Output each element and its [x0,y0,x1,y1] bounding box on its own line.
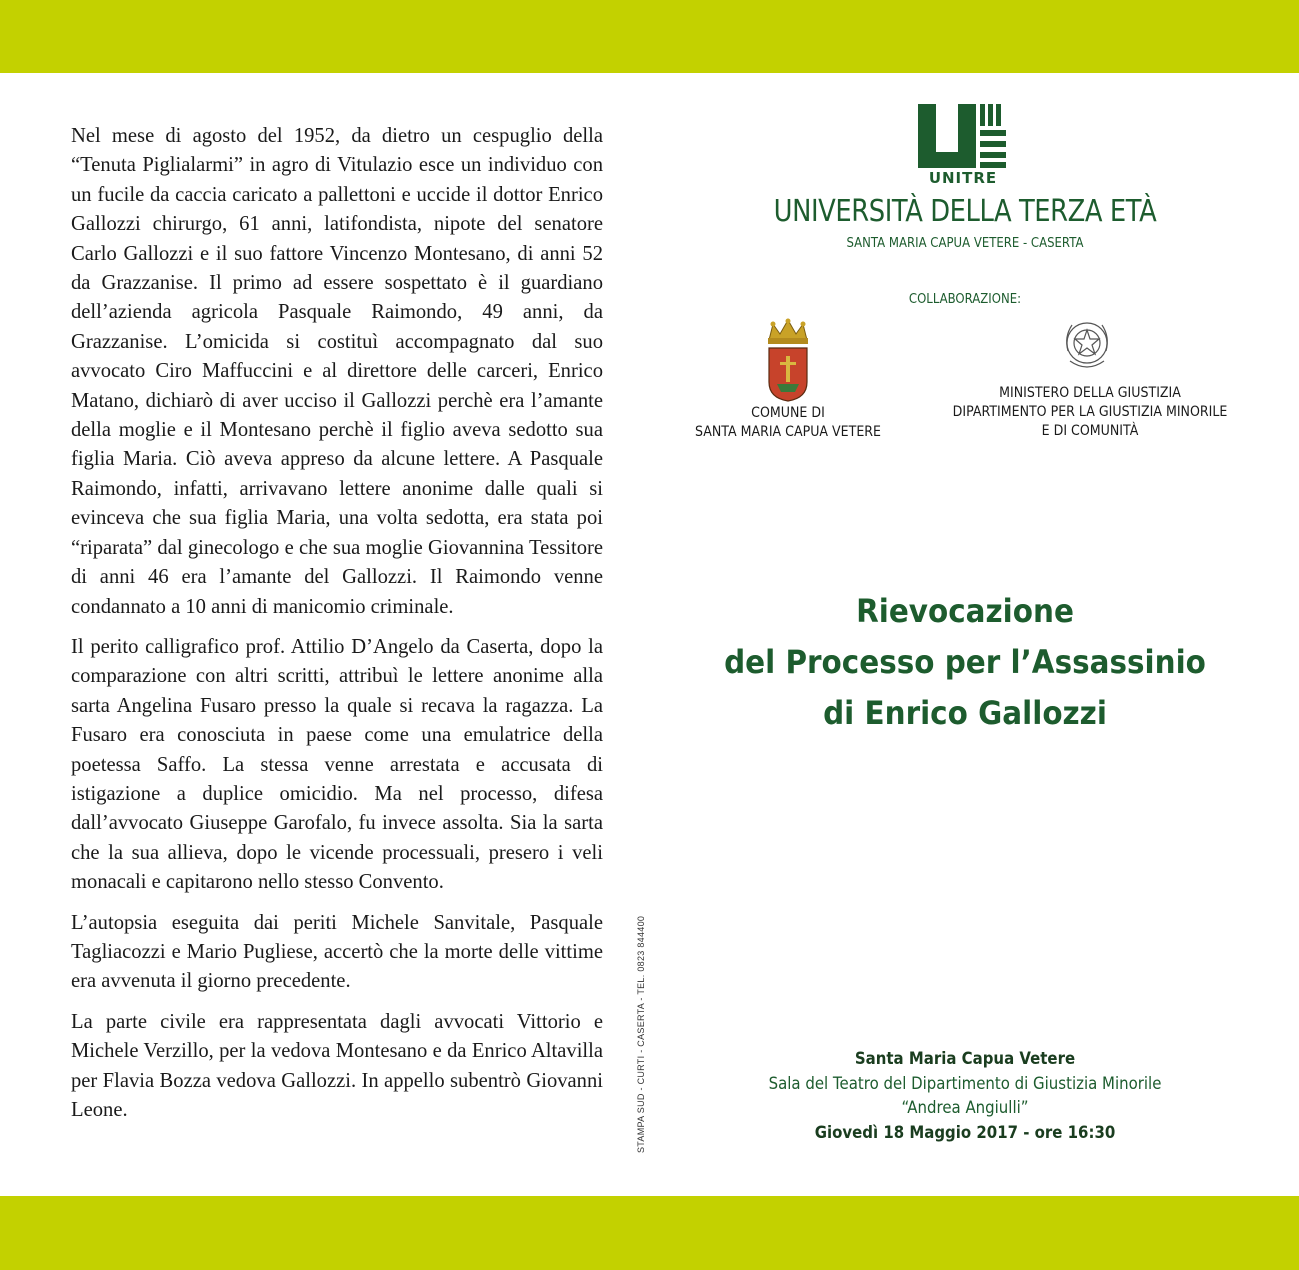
comune-label [682,404,894,442]
printer-credit-text: STAMPA SUD - CURTI - CASERTA - TEL. 0823 844400 [636,915,646,1153]
story-paragraph-2: Il perito calligrafico prof. Attilio D’Angelo da Caserta, dopo la comparazione con altri scritti, attribuì le lettere anonime alla sarta Angelina Fusaro presso la quale si recava la ragazza. La Fusaro era conosciuta in paese come una emulatrice della poetessa Saffo. La stessa venne arrestata e accusata di istigazione a duplice omicidio. Ma nel processo, difesa dall’avvocato Giuseppe Garofalo, fu invece assolta. Sia la sarta che la sua allieva, dopo le vicende processuali, presero i veli monacali e capitarono nello stesso Convento. [71,635,603,894]
ministero-label [946,384,1234,441]
story-paragraph-1: Nel mese di agosto del 1952, da dietro un cespuglio della “Tenuta Piglialarmi” in agro di Vitulazio esce un individuo con un fucile da caccia caricato a pallettoni e uccide il dottor Enrico Gallozzi chirurgo, 61 anni, latifondista, nipote del senatore Carlo Gallozzi e il suo fattore Vincenzo Montesano, di anni 52 da Grazzanise. Il primo ad essere sospettato è il guardiano dell’azienda agricola Pasquale Raimondo, 49 anni, da Grazzanise. L’omicida si costituì accompagnato dal suo avvocato Ciro Maffuccini e al direttore delle carceri, Enrico Matano, dichiarò di aver ucciso il Gallozzi perchè era l’amante della moglie e il Montesano perchè il figlio aveva sedotto sua figlia Maria. Ciò aveva appreso da alcune lettere. A Pasquale Raimondo, infatti, arrivavano lettere anonime dalle quali si evinceva che sua figlia Maria, una volta sedotta, era stata poi “riparata” dal ginecologo e che sua moglie Giovannina Tessitore di anni 46 era l’amante del Gallozzi. Il Raimondo venne condannato a 10 anni di manicomio criminale. [71,125,603,618]
event-datetime: Giovedì 18 Maggio 2017 - ore 16:30 [814,1122,1116,1143]
event-title-line-2: del Processo per l’Assassinio [724,643,1206,681]
event-title-line-1: Rievocazione [856,592,1074,630]
event-title-line-3: di Enrico Gallozzi [823,694,1107,732]
event-city: Santa Maria Capua Vetere [854,1049,1076,1069]
italian-republic-emblem-icon [1060,317,1114,375]
ministero-line-1: MINISTERO DELLA GIUSTIZIA [999,385,1181,401]
event-venue-line-2: “Andrea Angiulli” [901,1098,1029,1118]
story-text-column [71,122,603,1136]
university-name: UNIVERSITÀ DELLA TERZA ETÀ [773,194,1157,229]
unitre-wordmark: UNITRE [928,169,998,187]
bottom-green-band [0,1196,1299,1270]
ministero-line-3: E DI COMUNITÀ [1041,423,1139,439]
comune-line-1: COMUNE DI [751,405,825,421]
collaboration-label: COLLABORAZIONE: [908,292,1022,307]
event-title [675,586,1255,739]
university-location: SANTA MARIA CAPUA VETERE - CASERTA [846,236,1084,251]
ministero-line-2: DIPARTIMENTO PER LA GIUSTIZIA MINORILE [952,404,1228,420]
story-paragraph-4: La parte civile era rappresentata dagli avvocati Vittorio e Michele Verzillo, per la vedova Montesano e da Enrico Altavilla per Flavia Bozza vedova Gallozzi. In appello subentrò Giovanni Leone. [71,1010,603,1121]
story-paragraph-3: L’autopsia eseguita dai periti Michele Sanvitale, Pasquale Tagliacozzi e Mario Pugliese, accertò che la morte delle vittime era avvenuta il giorno precedente. [71,911,603,993]
event-details [688,1047,1242,1145]
comune-crest-icon [763,318,813,402]
printer-credit [620,915,646,1155]
comune-line-2: SANTA MARIA CAPUA VETERE [694,424,882,440]
top-green-band [0,0,1299,73]
event-venue-line-1: Sala del Teatro del Dipartimento di Giustizia Minorile [768,1073,1162,1094]
